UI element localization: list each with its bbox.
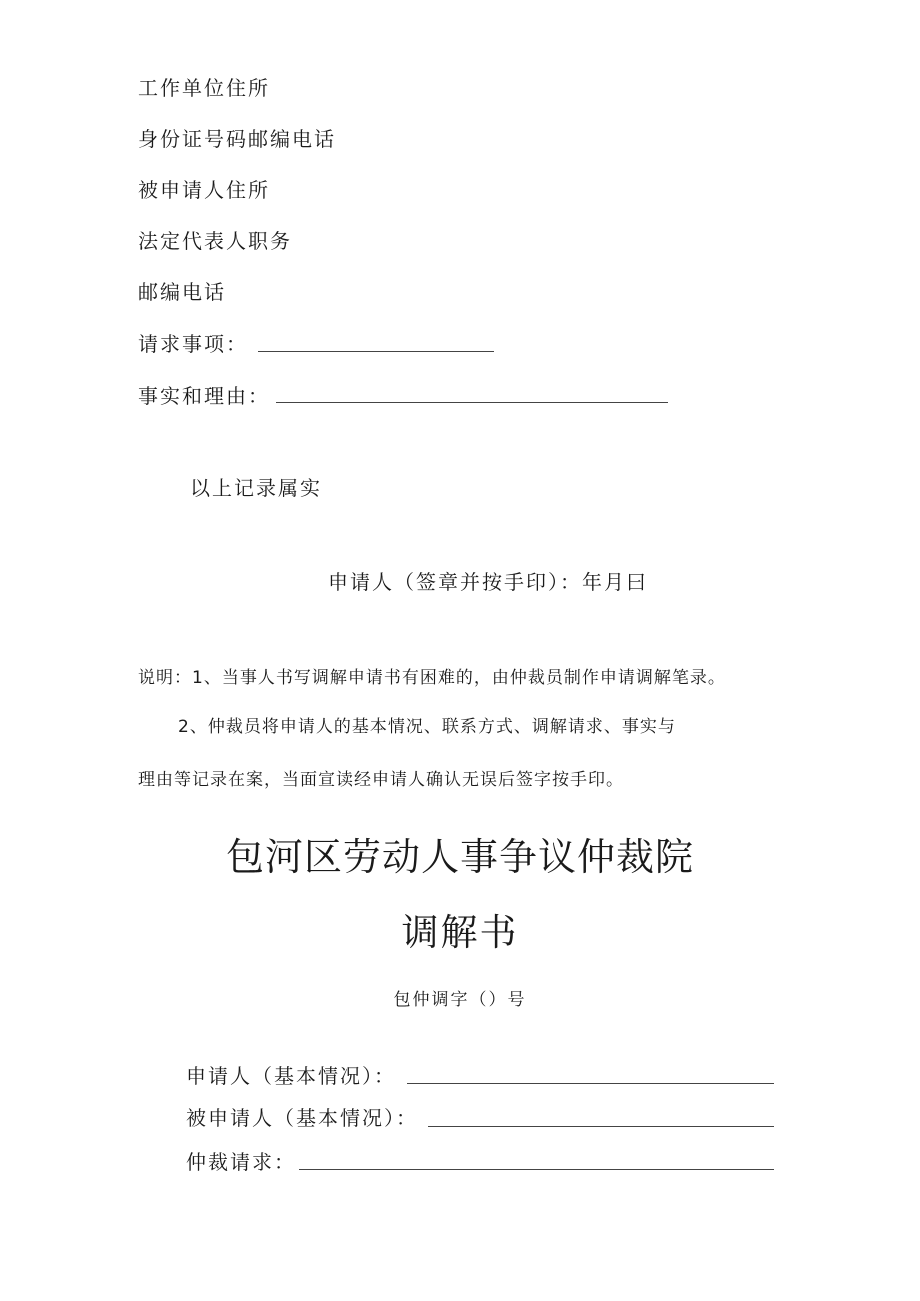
legal-rep-position-label: 法定代表人职务: [138, 229, 292, 253]
note-line-1: 说明：1、当事人书写调解申请书有困难的，由仲裁员制作申请调解笔录。: [138, 668, 726, 688]
institution-title: 包河区劳动人事争议仲裁院: [225, 835, 694, 879]
mediation-doc-title: 调解书: [401, 911, 519, 954]
work-unit-address-label: 工作单位住所: [138, 76, 270, 100]
arbitration-claim-field[interactable]: [299, 1169, 774, 1170]
postcode-phone-label: 邮编电话: [138, 280, 226, 304]
id-postcode-phone-label: 身份证号码邮编电话: [138, 127, 336, 151]
note-line-2: 2、仲裁员将申请人的基本情况、联系方式、调解请求、事实与: [178, 717, 676, 737]
respondent-basic-info-label: 被申请人（基本情况）：: [186, 1106, 418, 1130]
respondent-address-label: 被申请人住所: [138, 178, 270, 202]
facts-reasons-field[interactable]: [276, 402, 668, 403]
facts-reasons-label: 事实和理由：: [138, 384, 270, 408]
applicant-basic-info-label: 申请人（基本情况）：: [186, 1064, 396, 1088]
applicant-basic-info-field[interactable]: [407, 1083, 774, 1084]
applicant-signature-line: 申请人（签章并按手印）：年月曰: [328, 570, 648, 594]
records-true-statement: 以上记录属实: [190, 476, 322, 500]
document-number: 包仲调字（）号: [393, 990, 527, 1010]
arbitration-claim-label: 仲裁请求：: [186, 1150, 296, 1174]
note-line-3: 理由等记录在案，当面宣读经申请人确认无误后签字按手印。: [138, 770, 624, 790]
request-items-field[interactable]: [258, 351, 494, 352]
request-items-label: 请求事项：: [138, 332, 248, 356]
respondent-basic-info-field[interactable]: [428, 1126, 774, 1127]
